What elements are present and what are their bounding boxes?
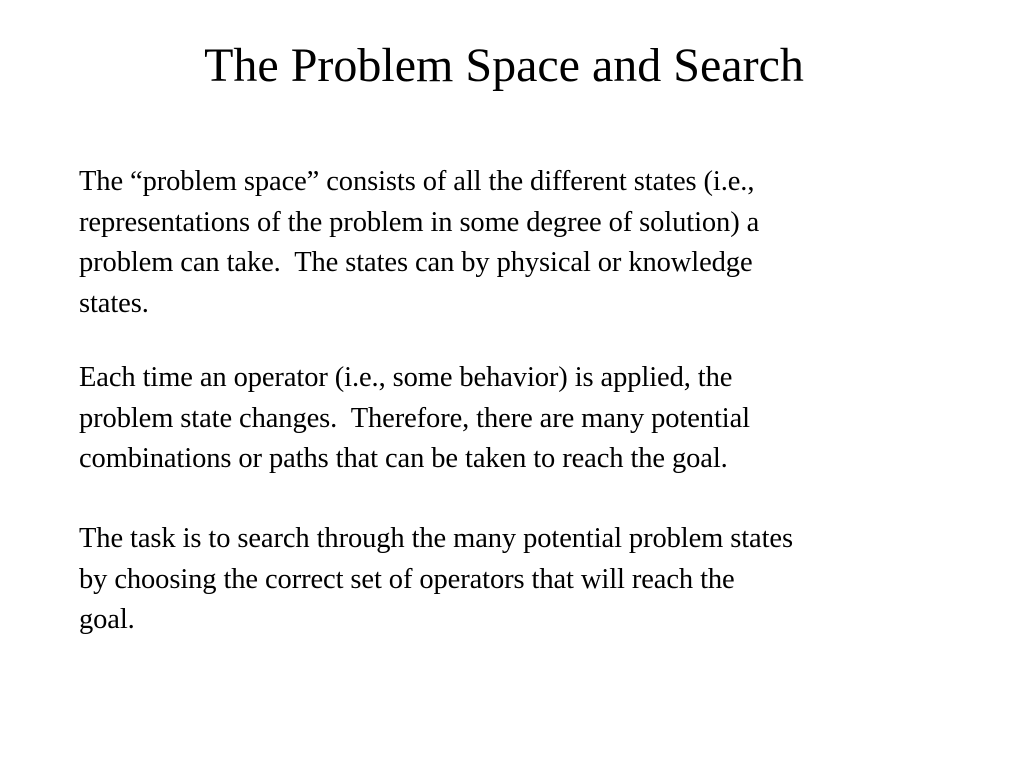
paragraph-line: Each time an operator (i.e., some behavior) is applied, the xyxy=(79,362,733,393)
paragraph-line: goal. xyxy=(79,604,135,635)
paragraph-operators xyxy=(79,358,959,480)
slide-title: The Problem Space and Search xyxy=(204,39,804,92)
paragraph-line: The task is to search through the many potential problem states xyxy=(79,523,793,554)
paragraph-line: The “problem space” consists of all the different states (i.e., xyxy=(79,166,755,197)
paragraph-line: problem state changes. Therefore, there are many potential xyxy=(79,402,750,434)
paragraph-search-task xyxy=(79,519,959,641)
paragraph-line: representations of the problem in some degree of solution) a xyxy=(79,206,760,238)
paragraph-line: states. xyxy=(79,287,149,319)
paragraph-problem-space xyxy=(79,162,959,324)
paragraph-line: problem can take. The states can by physical or knowledge xyxy=(79,247,753,278)
paragraph-line: by choosing the correct set of operators that will reach the xyxy=(79,563,735,595)
paragraph-line: combinations or paths that can be taken to reach the goal. xyxy=(79,443,728,474)
